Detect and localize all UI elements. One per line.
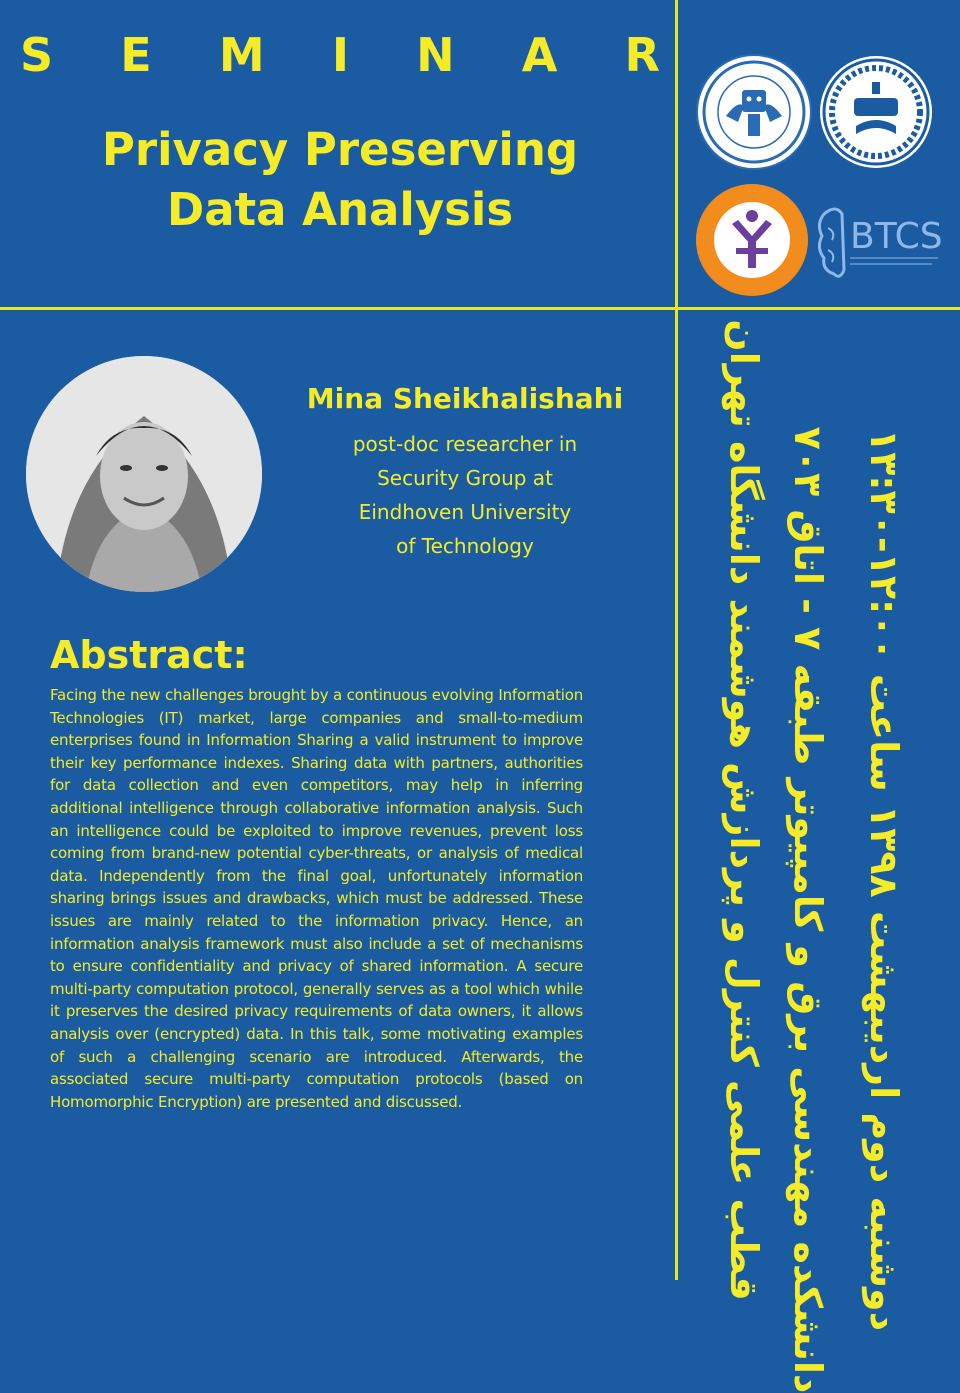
affiliation-line: Eindhoven University [358,500,572,524]
title-line-2: Data Analysis [166,183,514,236]
seminar-letter: S [20,28,54,82]
seminar-letter: R [624,28,660,82]
iran-knowledge-logo [696,184,808,296]
seminar-letter: M [218,28,265,82]
affiliation-line: of Technology [396,534,534,558]
machine-intelligence-robotics-logo [696,54,812,170]
university-of-tehran-logo [820,56,932,168]
seminar-title [40,120,640,240]
seminar-letter: I [331,28,349,82]
seminar-letter: N [416,28,455,82]
btcs-logo [814,184,944,296]
horizontal-divider [0,307,960,310]
speaker-photo [26,356,262,592]
affiliation-line: post-doc researcher in [352,432,578,456]
seminar-letter: E [120,28,152,82]
abstract-text: Facing the new challenges brought by a continuous evolving Information Technologies (IT) market, large companies and small-to-medium enterprises found in Information Sharing a valid instrument to improve their key performance indexes. Sharing data with partners, authorities for data collection and even competitors, may help in inferring additional intelligence through collaborative information analysis. Such an intelligence could be exploited to improve revenues, prevent loss coming from brand-new potential cyber-threats, or analysis of medical data. Independently from the final goal, unfortunately information sharing brings issues and drawbacks, which must be addressed. These issues are mainly related to the information privacy. Hence, an information analysis framework must also include a set of mechanisms to ensure confidentiality and privacy of shared information. A secure multi-party computation protocol, generally serves as a tool which while it preserves the desired privacy requirements of data owners, it allows analysis over (encrypted) data. In this talk, some motivating examples of such a challenging scenario are introduced. Afterwards, the associated secure multi-party computation protocols (based on Homomorphic Encryption) are presented and discussed. [50,686,583,1111]
brain-emblem-icon [814,184,944,296]
seminar-heading [20,30,660,80]
venue-location-text: دانشکده مهندسی برق و کامپیوتر طبقه ۷ - اتاق ۷۰۳ [786,426,830,1393]
venue-organizer-text: قطب علمی کنترل و پردازش هوشمند دانشگاه تهران [722,319,766,1301]
affiliation-line: Security Group at [377,466,553,490]
title-line-1: Privacy Preserving [101,123,579,176]
logo-group [690,50,950,290]
robot-emblem-icon [698,56,810,168]
vertical-divider [675,0,678,1280]
speaker-name: Mina Sheikhalishahi [306,382,624,415]
speaker-portrait-icon [26,356,262,592]
iran-knowledge-emblem-icon [696,184,808,296]
event-datetime-text: دوشنبه دوم اردیبهشت ۱۳۹۸ ساعت ۱۲:۰۰-۱۳:۳۰ [862,428,906,1332]
speaker-affiliation [300,427,630,563]
btcs-logo-text: BTCS [850,216,943,257]
tehran-university-emblem-icon [820,56,932,168]
seminar-letter: A [521,28,558,82]
abstract-heading: Abstract: [50,633,248,677]
